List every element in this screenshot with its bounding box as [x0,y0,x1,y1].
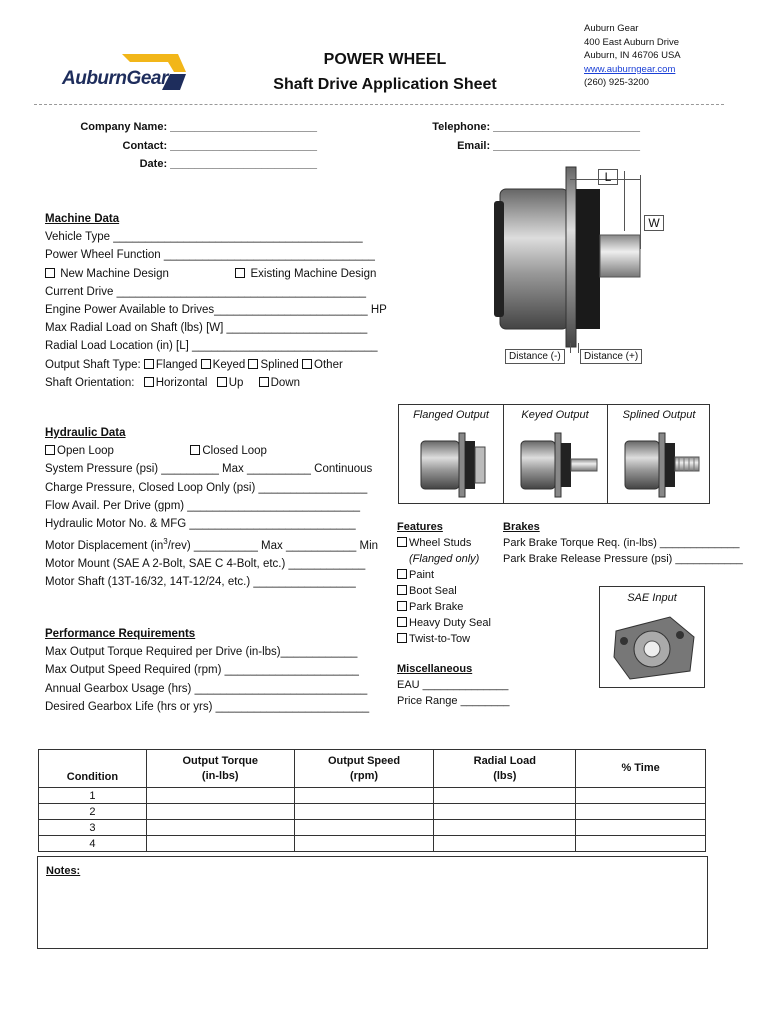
sae-input-panel [599,586,705,688]
twist-to-tow-checkbox[interactable] [397,633,407,643]
time-cell[interactable] [576,788,706,804]
gearbox-life-field[interactable]: Desired Gearbox Life (hrs or yrs) ________________________ [45,700,370,713]
open-loop-label: Open Loop [57,445,114,458]
new-design-label: New Machine Design [60,267,169,280]
design-type-row [45,265,465,283]
shaft-keyed-label: Keyed [212,358,246,371]
distance-negative-label: Distance (-) [509,351,561,362]
orientation-horizontal-label: Horizontal [155,376,208,389]
closed-loop-checkbox[interactable] [190,445,200,455]
miscellaneous-section [397,661,597,709]
sae-input-image [610,611,698,683]
shaft-flanged-label: Flanged [155,358,198,371]
park-brake-label: Park Brake [409,601,464,613]
performance-section [45,625,395,716]
heavy-duty-seal-checkbox[interactable] [397,617,407,627]
miscellaneous-heading: Miscellaneous [397,663,473,675]
machine-data-heading: Machine Data [45,213,120,225]
motor-shaft-field[interactable]: Motor Shaft (13T-16/32, 14T-12/24, etc.) ________________ [45,576,356,589]
wheel-studs-label: Wheel Studs [409,537,472,549]
website-link[interactable]: www.auburngear.com [584,63,676,75]
load-cell[interactable] [434,836,576,852]
shaft-type-label: Output Shaft Type: [45,358,141,371]
charge-pressure-field[interactable]: Charge Pressure, Closed Loop Only (psi) _________________ [45,481,368,494]
power-wheel-function-field[interactable]: Power Wheel Function _________________________________ [45,249,375,262]
header-output-torque: Output Torque (in-lbs) [146,750,294,788]
power-wheel-diagram [490,165,670,370]
flanged-output-label: Flanged Output [413,409,489,421]
paint-checkbox[interactable] [397,569,407,579]
heavy-duty-seal-label: Heavy Duty Seal [409,617,491,629]
paint-label: Paint [409,569,435,581]
time-cell[interactable] [576,836,706,852]
torque-cell[interactable] [146,836,294,852]
header-condition: Condition [39,750,147,788]
keyed-output-image [517,429,601,499]
speed-cell[interactable] [294,788,434,804]
features-heading: Features [397,521,443,533]
annual-usage-field[interactable]: Annual Gearbox Usage (hrs) ___________________________ [45,682,368,695]
condition-number: 2 [39,804,147,820]
motor-number-field[interactable]: Hydraulic Motor No. & MFG __________________________ [45,518,356,531]
boot-seal-checkbox[interactable] [397,585,407,595]
table-row [39,836,706,852]
flanged-output-image [417,429,493,499]
engine-power-field[interactable]: Engine Power Available to Drives________________________ HP [45,304,387,317]
motor-displacement-field[interactable] [45,533,395,555]
dimension-w-box [644,215,664,231]
load-location-field[interactable]: Radial Load Location (in) [L] _____________________________ [45,340,378,353]
address-street: 400 East Auburn Drive [584,36,680,48]
auburn-gear-logo [60,50,190,96]
time-cell[interactable] [576,804,706,820]
wheel-studs-checkbox[interactable] [397,537,407,547]
shaft-splined-checkbox[interactable] [248,359,258,369]
condition-number: 1 [39,788,147,804]
shaft-type-row [45,356,465,374]
header-output-speed: Output Speed (rpm) [294,750,434,788]
company-address [584,22,681,90]
features-section [397,519,507,647]
condition-number: 3 [39,820,147,836]
machine-data-section [45,210,465,392]
page-subtitle: Shaft Drive Application Sheet [273,76,497,93]
load-cell[interactable] [434,804,576,820]
flanged-only-note: (Flanged only) [409,553,480,565]
table-row [39,820,706,836]
table-row [39,788,706,804]
dimension-l-box [598,169,618,185]
sae-input-label: SAE Input [627,592,677,604]
shaft-orientation-row [45,374,465,392]
system-pressure-field[interactable]: System Pressure (psi) _________ Max __________ Continuous [45,463,373,476]
orientation-down-label: Down [270,376,300,389]
existing-design-label: Existing Machine Design [250,267,377,280]
boot-seal-label: Boot Seal [409,585,457,597]
distance-positive-box [580,349,642,364]
orientation-up-checkbox[interactable] [217,377,227,387]
shaft-other-checkbox[interactable] [302,359,312,369]
orientation-up-label: Up [228,376,244,389]
loop-type-row [45,442,395,460]
header-radial-load: Radial Load (lbs) [434,750,576,788]
dimension-l-label: L [604,170,612,184]
brakes-section [503,519,753,567]
twist-to-tow-label: Twist-to-Tow [409,633,471,645]
displacement-superscript: 3 [163,537,168,547]
table-row [39,804,706,820]
email-field[interactable]: Email: ________________________ [457,140,640,152]
load-cell[interactable] [434,788,576,804]
flow-field[interactable]: Flow Avail. Per Drive (gpm) ___________________________ [45,499,360,512]
shaft-flanged-checkbox[interactable] [144,359,154,369]
max-torque-field[interactable]: Max Output Torque Required per Drive (in-lbs)____________ [45,646,358,659]
speed-cell[interactable] [294,820,434,836]
distance-negative-box [505,349,565,364]
orientation-label: Shaft Orientation: [45,376,135,389]
distance-positive-label: Distance (+) [584,351,639,362]
notes-label: Notes: [46,865,81,877]
motor-mount-field[interactable]: Motor Mount (SAE A 2-Bolt, SAE C 4-Bolt, etc.) ____________ [45,558,366,571]
hydraulic-data-section [45,424,395,592]
max-speed-field[interactable]: Max Output Speed Required (rpm) _____________________ [45,664,359,677]
power-wheel-image [490,165,670,370]
torque-cell[interactable] [146,804,294,820]
displacement-label-a: Motor Displacement (in [45,540,164,553]
output-types-panel [398,404,710,504]
torque-cell[interactable] [146,788,294,804]
address-city: Auburn, IN 46706 USA [584,50,681,61]
existing-design-checkbox[interactable] [235,268,245,278]
eau-field[interactable]: EAU ______________ [397,679,509,691]
closed-loop-label: Closed Loop [202,445,267,458]
orientation-horizontal-checkbox[interactable] [144,377,154,387]
shaft-keyed-checkbox[interactable] [201,359,211,369]
shaft-splined-label: Splined [260,358,299,371]
table-header-row [39,750,706,788]
date-field[interactable]: Date: ________________________ [139,158,317,170]
orientation-down-checkbox[interactable] [259,377,269,387]
brake-torque-field[interactable]: Park Brake Torque Req. (in-lbs) _____________ [503,537,740,549]
company-name-field[interactable]: Company Name: ________________________ [80,121,317,133]
telephone-field[interactable]: Telephone: ________________________ [432,121,640,133]
park-brake-checkbox[interactable] [397,601,407,611]
condition-number: 4 [39,836,147,852]
notes-box[interactable] [37,856,708,949]
keyed-output-label: Keyed Output [521,409,589,421]
speed-cell[interactable] [294,836,434,852]
address-phone: (260) 925-3200 [584,77,649,88]
torque-cell[interactable] [146,820,294,836]
speed-cell[interactable] [294,804,434,820]
radial-load-field[interactable]: Max Radial Load on Shaft (lbs) [W] ______________________ [45,322,368,335]
open-loop-checkbox[interactable] [45,445,55,455]
splined-output-image [621,429,705,499]
contact-field[interactable]: Contact: ________________________ [122,140,317,152]
dimension-w-label: W [648,216,660,230]
time-cell[interactable] [576,820,706,836]
price-range-field[interactable]: Price Range ________ [397,695,510,707]
shaft-other-label: Other [314,358,343,371]
splined-output-label: Splined Output [622,409,696,421]
header-divider [34,104,724,105]
page-title: POWER WHEEL [323,51,447,68]
displacement-label-b: /rev) __________ Max ___________ Min [167,540,379,553]
hydraulic-data-heading: Hydraulic Data [45,427,126,439]
load-cell[interactable] [434,820,576,836]
brake-release-field[interactable]: Park Brake Release Pressure (psi) ___________ [503,553,743,565]
condition-table [38,749,706,852]
address-company: Auburn Gear [584,23,639,34]
header-percent-time: % Time [576,750,706,788]
vehicle-type-field[interactable]: Vehicle Type _______________________________________ [45,231,363,244]
current-drive-field[interactable]: Current Drive _______________________________________ [45,285,367,298]
logo-text: AuburnGear [62,68,168,89]
dimension-line-r [640,175,641,249]
performance-heading: Performance Requirements [45,628,196,640]
new-design-checkbox[interactable] [45,268,55,278]
brakes-heading: Brakes [503,521,540,533]
